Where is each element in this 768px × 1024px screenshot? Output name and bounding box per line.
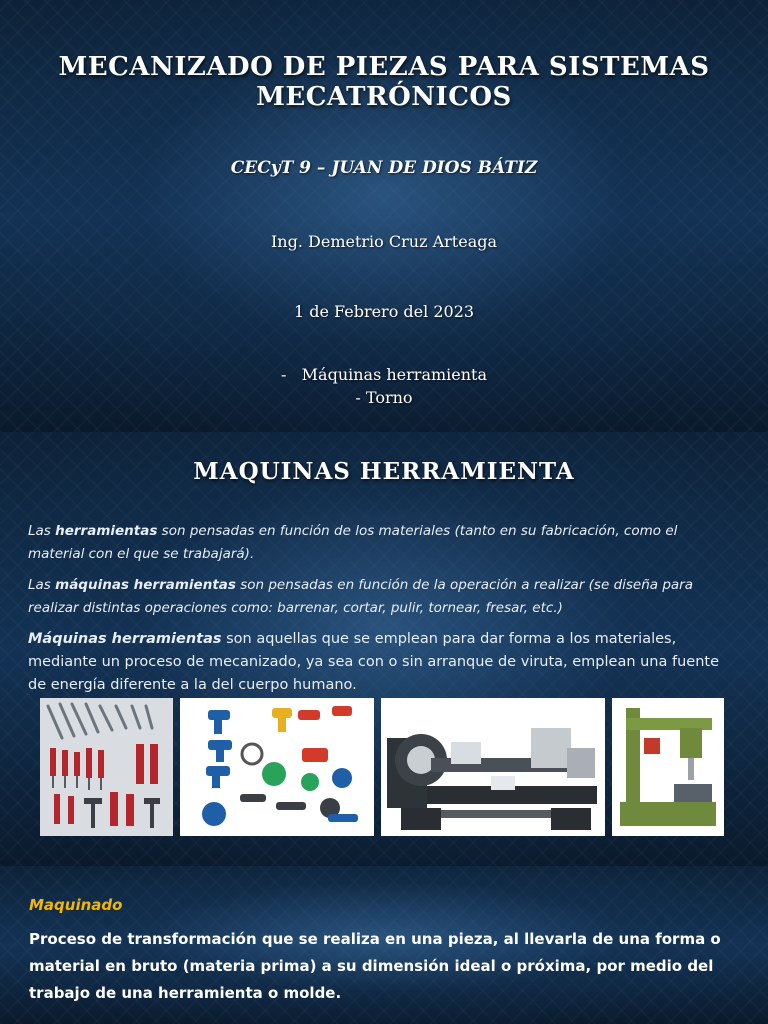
paragraph-definition <box>28 628 728 697</box>
paragraph-machine-tools <box>28 574 728 620</box>
topic-item: - Torno <box>355 388 413 407</box>
school-name: CECyT 9 – JUAN DE DIOS BÁTIZ <box>230 158 538 178</box>
text-span: Las <box>28 577 56 593</box>
paragraph-tools <box>28 520 728 566</box>
machine-tools-slide <box>0 432 768 866</box>
bold-term: máquinas herramientas <box>55 577 236 593</box>
title-slide <box>0 0 768 432</box>
text-span: son pensadas en función de la operación a realizar (se diseña para realizar distintas operaciones como: barrenar, cortar, pulir, tornear, fresar, etc.) <box>28 577 694 616</box>
section-heading: Maquinado <box>29 896 123 914</box>
lathe-machine-image <box>381 698 605 836</box>
text-span: son aquellas que se emplean para dar forma a los materiales, mediante un proceso de mecanizado, ya sea con o sin arranque de viruta, emplean una fuente de energía diferente a la del cuerpo humano. <box>28 631 720 693</box>
author-name: Ing. Demetrio Cruz Arteaga <box>270 232 498 251</box>
hand-tools-image <box>40 698 173 836</box>
topics-list <box>0 363 768 409</box>
presentation-title: MECANIZADO DE PIEZAS PARA SISTEMAS MECATRÓNICOS <box>58 52 710 112</box>
bold-term: herramientas <box>55 523 158 539</box>
text-span: Las <box>28 523 56 539</box>
radial-drill-image <box>612 698 724 836</box>
topic-item: - Máquinas herramienta <box>280 365 488 384</box>
presentation-date: 1 de Febrero del 2023 <box>293 302 475 321</box>
bold-term: Máquinas herramientas <box>28 631 222 647</box>
power-tools-image <box>180 698 374 836</box>
machining-slide <box>0 866 768 1024</box>
definition-text: Proceso de transformación que se realiza en una pieza, al llevarla de una forma o material en bruto (materia prima) a su dimensión ideal o próxima, por medio del trabajo de una herramienta o molde. <box>29 930 721 1002</box>
text-span: son pensadas en función de los materiales (tanto en su fabricación, como el material con el que se trabajará). <box>28 523 678 562</box>
slide-title: MAQUINAS HERRAMIENTA <box>193 458 575 485</box>
